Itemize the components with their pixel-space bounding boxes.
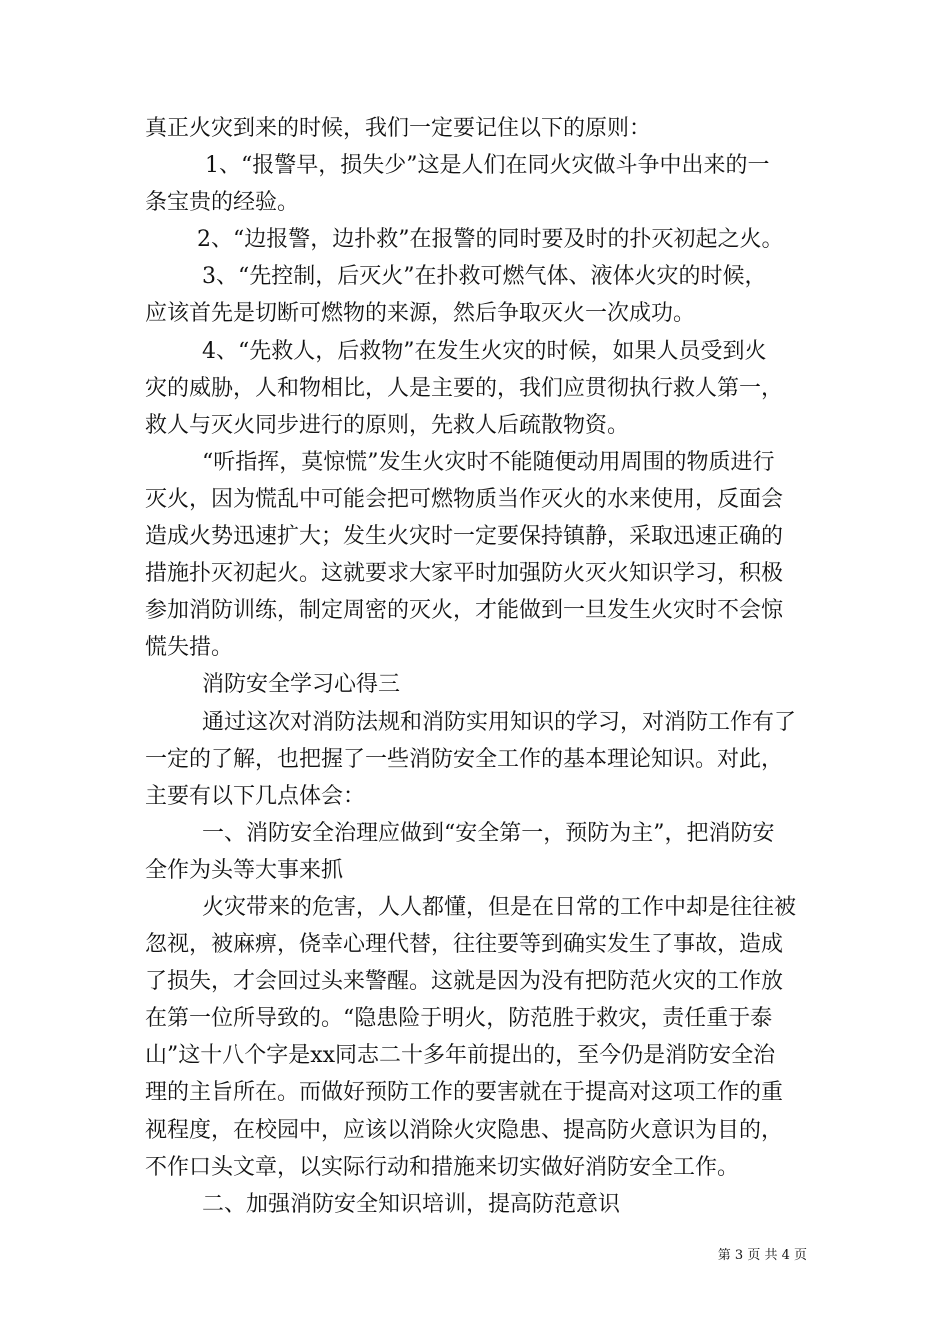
text-line: 一定的了解，也把握了一些消防安全工作的基本理论知识。对此， (145, 746, 784, 772)
text-line: 参加消防训练，制定周密的灭火，才能做到一旦发生火灾时不会惊 (145, 598, 784, 624)
text-line: 2、“边报警，边扑救”在报警的同时要及时的扑灭初起之火。 (197, 227, 784, 253)
text-line: 二、加强消防安全知识培训，提高防范意识 (202, 1191, 621, 1217)
document-body (145, 110, 805, 1223)
text-line: 通过这次对消防法规和消防实用知识的学习，对消防工作有了 (202, 709, 797, 735)
text-line: 一、消防安全治理应做到“安全第一，预防为主”，把消防安 (202, 820, 775, 846)
text-line: 主要有以下几点体会： (145, 783, 366, 809)
text-line: 灭火，因为慌乱中可能会把可燃物质当作灭火的水来使用，反面会 (145, 486, 784, 512)
text-line: 视程度，在校园中，应该以消除火灾隐患、提高防火意识为目的， (145, 1117, 784, 1143)
text-line: 救人与灭火同步进行的原则，先救人后疏散物资。 (145, 412, 630, 438)
text-line: 造成火势迅速扩大；发生火灾时一定要保持镇静，采取迅速正确的 (145, 524, 784, 550)
text-line: 应该首先是切断可燃物的来源，然后争取灭火一次成功。 (145, 301, 696, 327)
text-line: 火灾带来的危害，人人都懂，但是在日常的工作中却是往往被 (202, 894, 797, 920)
page-number: 第 3 页 共 4 页 (717, 1248, 807, 1263)
text-line: 全作为头等大事来抓 (145, 857, 344, 883)
text-line: 慌失措。 (145, 635, 234, 661)
text-line: 忽视，被麻痹，侥幸心理代替，往往要等到确实发生了事故，造成 (145, 932, 784, 958)
text-line: 灾的威胁，人和物相比，人是主要的，我们应贯彻执行救人第一， (145, 375, 784, 401)
text-line: 了损失，才会回过头来警醒。这就是因为没有把防范火灾的工作放 (145, 969, 784, 995)
text-line: 措施扑灭初起火。这就要求大家平时加强防火灭火知识学习，积极 (145, 561, 784, 587)
text-line: 3、“先控制，后灭火”在扑救可燃气体、液体火灾的时候， (202, 264, 767, 290)
text-line: 真正火灾到来的时候，我们一定要记住以下的原则： (145, 116, 652, 141)
text-line: 不作口头文章，以实际行动和措施来切实做好消防安全工作。 (145, 1154, 740, 1180)
text-line: 消防安全学习心得三 (202, 672, 401, 698)
text-line: 条宝贵的经验。 (145, 190, 300, 216)
text-line: “听指挥，莫惊慌”发生火灾时不能随便动用周围的物质进行 (202, 449, 775, 475)
text-line: 在第一位所导致的。“隐患险于明火，防范胜于救灾，责任重于泰 (145, 1006, 773, 1032)
text-line: 1、“报警早，损失少”这是人们在同火灾做斗争中出来的一 (205, 153, 770, 179)
text-line: 理的主旨所在。而做好预防工作的要害就在于提高对这项工作的重 (145, 1080, 784, 1106)
text-line: 山”这十八个字是xx同志二十多年前提出的，至今仍是消防安全治 (145, 1043, 776, 1069)
text-line: 4、“先救人，后救物”在发生火灾的时候，如果人员受到火 (202, 338, 767, 364)
